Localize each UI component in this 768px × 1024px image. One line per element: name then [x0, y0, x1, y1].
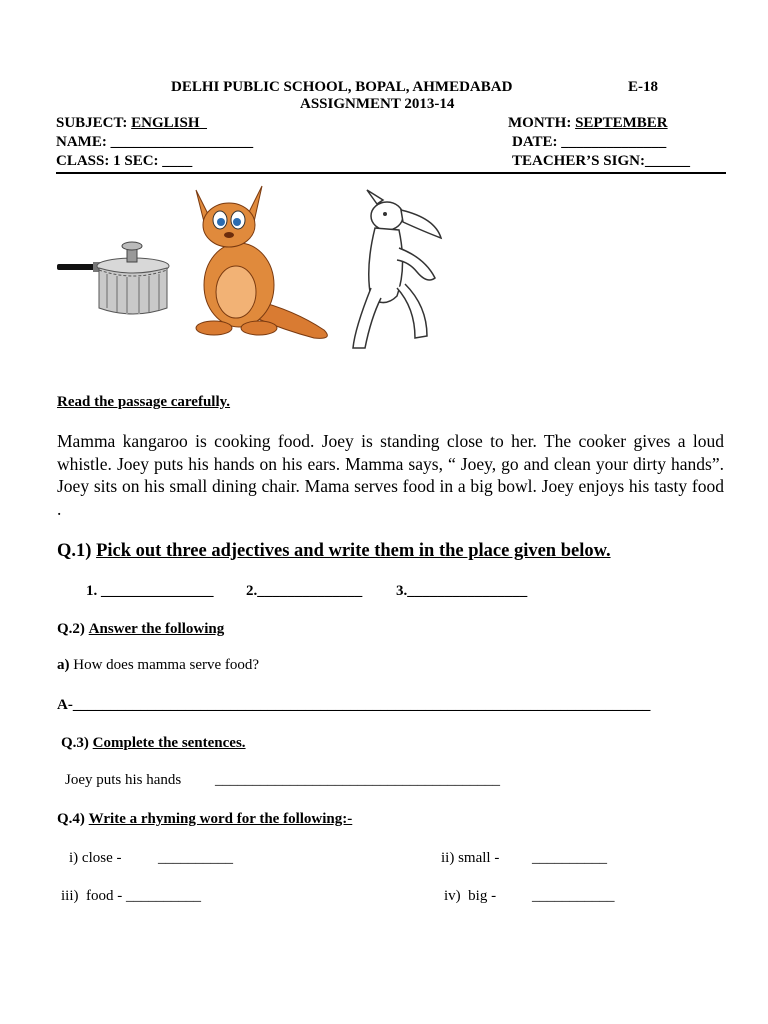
q2-part-label: a) — [57, 657, 70, 673]
q1-blank-1[interactable]: 1. _______________ — [86, 583, 214, 599]
q4-item-1-blank[interactable]: __________ — [158, 850, 233, 866]
q1-blank-2[interactable]: 2.______________ — [246, 583, 363, 599]
kangaroo-mother-icon — [184, 180, 344, 345]
worksheet-code: E-18 — [628, 79, 658, 95]
q3-sentence: Joey puts his hands — [65, 772, 182, 788]
q1-text: Pick out three adjectives and write them in the place given below. — [96, 541, 611, 561]
date-field[interactable]: DATE: ______________ — [512, 134, 667, 150]
q3-text: Complete the sentences. — [92, 735, 246, 751]
month-value: SEPTEMBER — [575, 115, 668, 131]
q3-number: Q.3) — [61, 735, 89, 751]
q4-item-4-blank[interactable]: ___________ — [532, 888, 615, 904]
subject-label: SUBJECT: — [56, 115, 128, 131]
q4-text: Write a rhyming word for the following:- — [88, 811, 353, 827]
q3-blank[interactable]: ______________________________________ — [215, 772, 500, 788]
q4-item-3-label[interactable]: iii) food - __________ — [61, 888, 201, 904]
month-field — [508, 115, 668, 132]
reading-passage: Mamma kangaroo is cooking food. Joey is standing close to her. The cooker gives a loud whistle. Joey puts his hands on his ears. Mamma says, “ Joey, go and clean your dirty hands”. Joey sits on his small dining chair. Mama serves food in a big bowl. Joey enjoys his tasty food . — [57, 431, 724, 519]
q2-number: Q.2) — [57, 621, 85, 637]
q4-heading — [57, 811, 352, 828]
q1-heading — [57, 541, 611, 562]
q2-answer-line[interactable]: A-_____________________________________________________________________________ — [57, 697, 651, 713]
q4-item-1-label: i) close - — [69, 850, 122, 866]
q1-blank-3[interactable]: 3.________________ — [396, 583, 528, 599]
q2-heading — [57, 621, 224, 638]
q4-item-4-label: iv) big - — [444, 888, 497, 904]
joey-kangaroo-icon — [345, 188, 455, 358]
q3-heading — [61, 735, 246, 752]
q4-item-2-label: ii) small - — [441, 850, 500, 866]
q1-number: Q.1) — [57, 541, 92, 561]
name-field[interactable]: NAME: ___________________ — [56, 134, 254, 150]
month-label: MONTH: — [508, 115, 572, 131]
pressure-cooker-icon — [55, 238, 175, 320]
q2-part-a — [57, 657, 259, 674]
q4-number: Q.4) — [57, 811, 85, 827]
q4-item-2-blank[interactable]: __________ — [532, 850, 607, 866]
school-name: DELHI PUBLIC SCHOOL, BOPAL, AHMEDABAD — [171, 79, 513, 95]
q2-text: Answer the following — [88, 621, 225, 637]
q2-part-question: How does mamma serve food? — [73, 657, 260, 673]
assignment-title: ASSIGNMENT 2013-14 — [300, 96, 455, 112]
class-field[interactable]: CLASS: 1 SEC: ____ — [56, 153, 193, 169]
subject-value: ENGLISH — [131, 115, 208, 131]
header-divider — [56, 172, 726, 174]
teacher-sign-field[interactable]: TEACHER’S SIGN:______ — [512, 153, 690, 169]
instruction-heading: Read the passage carefully. — [57, 394, 231, 410]
subject-field — [56, 115, 207, 132]
